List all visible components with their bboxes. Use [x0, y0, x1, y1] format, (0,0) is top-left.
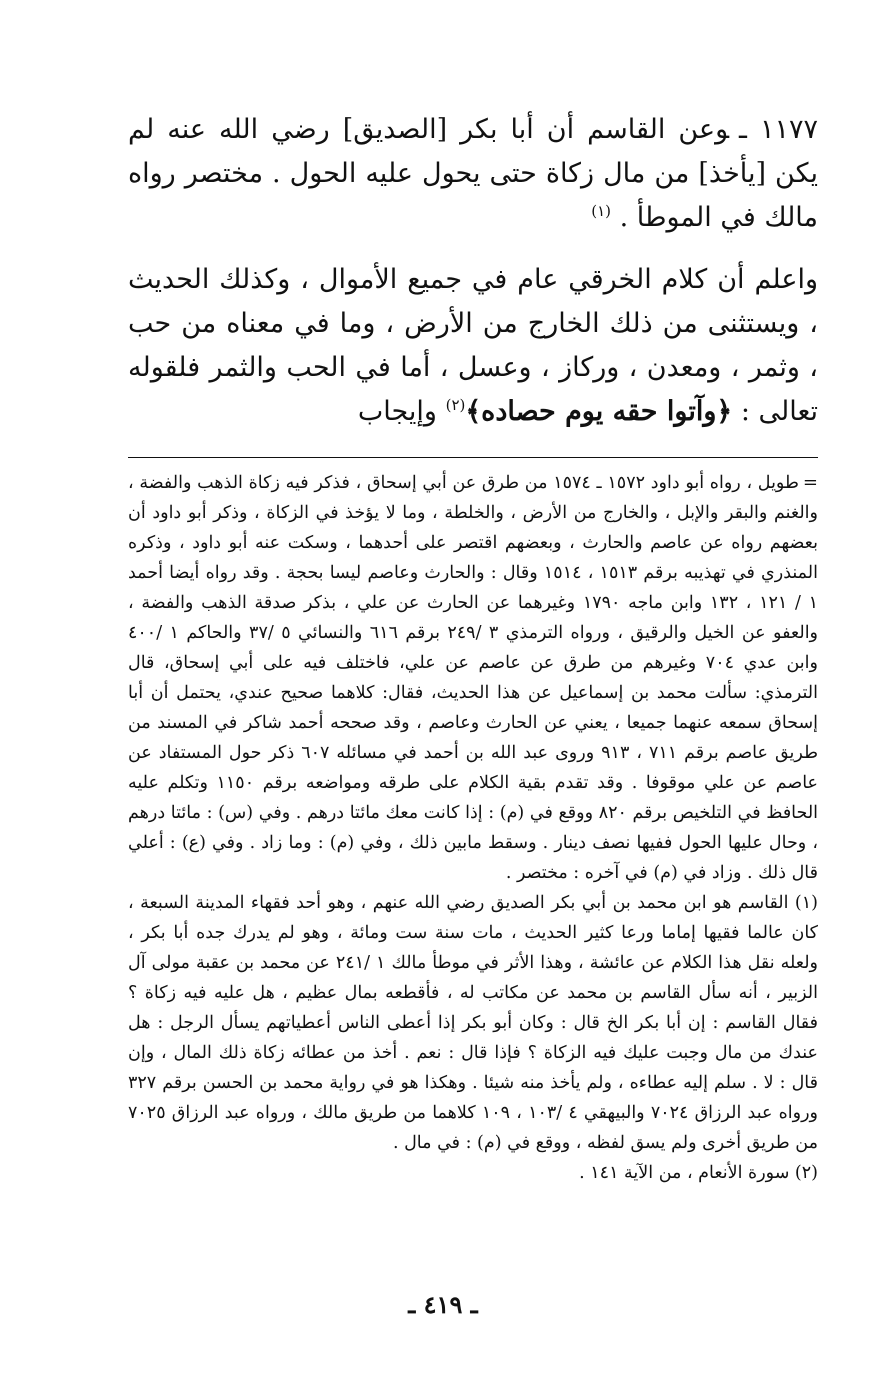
- hadith-number: ١١٧٧ ـ: [739, 114, 818, 145]
- continuation-marker: =: [802, 472, 818, 493]
- page-number: ـ ٤١٩ ـ: [408, 1290, 478, 1319]
- footnote-continuation-text: طويل ، رواه أبو داود ١٥٧٢ ـ ١٥٧٤ من طرق عن أبي إسحاق ، فذكر فيه زكاة الذهب والفضة ، والغنم والبقر والإبل ، والخارج من الأرض ، والخلطة ، وما لا يؤخذ في الزكاة ، وذكر أبو داود أن بعضهم رواه عن عاصم والحارث ، وبعضهم اقتصر على أحدهما ، وسكت عنه أبو داود ، وذكره المنذري في تهذيبه برقم ١٥١٣ ، ١٥١٤ وقال : والحارث وعاصم ليسا بحجة . وقد رواه أيضا أحمد ١ / ١٢١ ، ١٣٢ وابن ماجه ١٧٩٠ وغيرهما عن الحارث عن علي ، بذكر صدقة الذهب والفضة ، والعفو عن الخيل والرقيق ، ورواه الترمذي ٣ /٢٤٩ برقم ٦١٦ والنسائي ٥ /٣٧ والحاكم ١ /٤٠٠ وابن عدي ٧٠٤ وغيرهم من طرق عن عاصم عن علي، فاختلف فيه على أبي إسحاق، قال الترمذي: سألت محمد بن إسماعيل عن هذا الحديث، فقال: كلاهما صحيح عندي، يحتمل أن أبا إسحاق سمعه عنهما جميعا ، يعني عن الحارث وعاصم ، وقد صححه أحمد شاكر في المسند من طريق عاصم برقم ٧١١ ، ٩١٣ وروى عبد الله بن أحمد في مسائله ٦٠٧ ذكر حول المستفاد عن عاصم عن علي موقوفا . وقد تقدم بقية الكلام على طرقه ومواضعه برقم ١١٥٠ وتكلم عليه الحافظ في التلخيص برقم ٨٢٠ ووقع في (م) : إذا كانت معك مائتا درهم . وفي (س) : مائتا درهم ، وحال عليها الحول ففيها نصف دينار . وسقط مابين ذلك ، وفي (م) : وما زاد . وفي (ع) : أعلي قال ذلك . وزاد في (م) في آخره : مختصر .: [128, 473, 819, 883]
- commentary-paragraph: [128, 258, 818, 434]
- quran-quote: ﴿وآتوا حقه يوم حصاده﴾: [465, 396, 733, 427]
- footnote-2: (٢) سورة الأنعام ، من الآية ١٤١ .: [579, 1163, 818, 1183]
- hadith-paragraph: [128, 108, 818, 240]
- hadith-text: وعن القاسم أن أبا بكر [الصديق] رضي الله عنه لم يكن [يأخذ] من مال زكاة حتى يحول عليه الحول . مختصر رواه مالك في الموطأ .: [128, 114, 818, 233]
- main-text: [128, 108, 818, 434]
- footnotes: [128, 468, 818, 1188]
- footnote-1: (١) القاسم هو ابن محمد بن أبي بكر الصديق رضي الله عنهم ، وهو أحد فقهاء المدينة السبعة ، كان عالما فقيها إماما ورعا كثير الحديث ، مات سنة ست ومائة ، وهو لم يدرك جده أبا بكر ، ولعله نقل هذا الكلام عن عائشة ، وهذا الأثر في موطأ مالك ١ /٢٤١ عن محمد بن عقبة مولى آل الزبير ، أنه سأل القاسم بن محمد عن مكاتب له ، فأقطعه بمال عظيم ، هل عليه فيه زكاة ؟ فقال القاسم : إن أبا بكر الخ قال : وكان أبو بكر إذا أعطى الناس أعطياتهم يسأل الرجل : هل عندك من مال وجبت عليك فيه الزكاة ؟ فإذا قال : نعم . أخذ من عطائه زكاة ذلك المال ، وإن قال : لا . سلم إليه عطاءه ، ولم يأخذ منه شيئا . وهكذا هو في رواية محمد بن الحسن برقم ٣٢٧ ورواه عبد الرزاق ٧٠٢٤ والبيهقي ٤ /١٠٣ ، ١٠٩ كلاهما من طريق مالك ، ورواه عبد الرزاق ٧٠٢٥ من طريق أخرى ولم يسق لفظه ، ووقع في (م) : في مال .: [128, 893, 818, 1153]
- footnote-continuation: [128, 468, 818, 888]
- commentary-text: واعلم أن كلام الخرقي عام في جميع الأموال ، وكذلك الحديث ، ويستثنى من ذلك الخارج من الأرض ، وما في معناه من حب ، وثمر ، ومعدن ، وركاز ، وعسل ، أما في الحب والثمر فلقوله تعالى :: [128, 264, 818, 427]
- footnote-separator: [128, 457, 818, 458]
- commentary-continuation: وإيجاب: [357, 396, 437, 427]
- footnote-ref-2: (٢): [445, 396, 466, 414]
- footnote-ref-1: (١): [591, 202, 611, 220]
